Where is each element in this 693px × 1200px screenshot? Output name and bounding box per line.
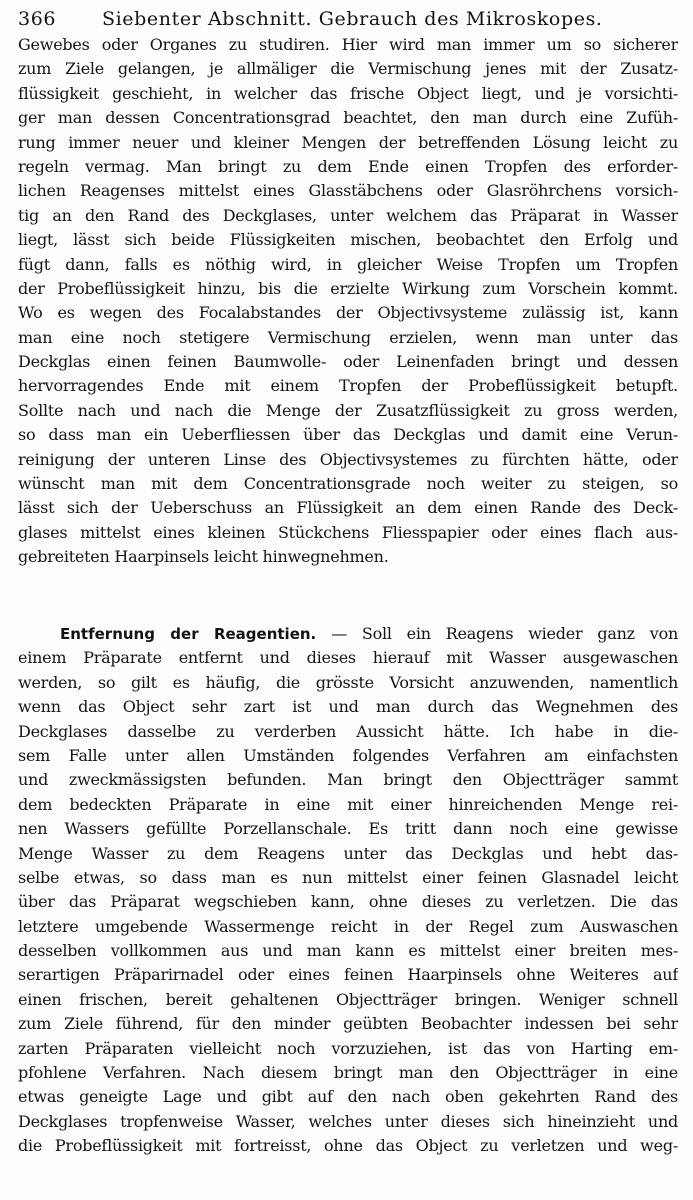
text-line: die Probeflüssigkeit mit fortreisst, ohne das Object zu verletzen und weg-: [18, 1136, 678, 1156]
text-line: fügt dann, falls es nöthig wird, in gleicher Weise Tropfen um Tropfen: [18, 254, 678, 274]
section-heading: Entfernung der Reagentien.: [60, 625, 317, 643]
text-line: man eine noch stetigere Vermischung erzielen, wenn man unter das: [18, 327, 678, 347]
text-line: dem bedeckten Präparate in eine mit einer hinreichenden Menge rei-: [18, 794, 678, 814]
text-line: zum Ziele gelangen, je allmäliger die Vermischung jenes mit der Zusatz-: [18, 59, 678, 79]
text-line: zarten Präparaten vielleicht noch vorzuziehen, ist das von Harting em-: [18, 1038, 678, 1058]
text-line: glases mittelst eines kleinen Stückchens Fliesspapier oder eines flach aus-: [18, 522, 678, 542]
text-line: Gewebes oder Organes zu studiren. Hier wird man immer um so sicherer: [18, 35, 678, 54]
running-header: [18, 2, 678, 32]
text-line: so dass man ein Ueberfliessen über das Deckglas und damit eine Verun-: [18, 425, 678, 445]
text-line: zum Ziele führend, für den minder geübten Beobachter indessen bei sehr: [18, 1014, 678, 1034]
text-line: werden, so gilt es häufig, die grösste Vorsicht anzuwenden, namentlich: [18, 672, 678, 692]
running-title: Siebenter Abschnitt. Gebrauch des Mikroskopes.: [102, 8, 603, 30]
text-line: nen Wassers gefüllte Porzellanschale. Es tritt dann noch eine gewisse: [18, 819, 678, 839]
text-line: pfohlene Verfahren. Nach diesem bringt man den Objectträger in eine: [18, 1063, 678, 1083]
text-line: gebreiteten Haarpinsels leicht hinwegnehmen.: [18, 547, 389, 567]
text-line: wenn das Object sehr zart ist und man durch das Wegnehmen des: [18, 697, 678, 717]
text-line: letztere umgebende Wassermenge reicht in der Regel zum Auswaschen: [18, 916, 678, 936]
text-line: hervorragendes Ende mit einem Tropfen der Probeflüssigkeit betupft.: [18, 376, 678, 396]
paragraph-removing-reagents: [18, 622, 678, 1159]
text-line: lässt sich der Ueberschuss an Flüssigkeit an dem einen Rande des Deck-: [18, 498, 678, 518]
text-line: ger man dessen Concentrationsgrad beachtet, den man durch eine Zufüh-: [18, 108, 678, 128]
text-line: selbe etwas, so dass man es nun mittelst einer feinen Glasnadel leicht: [18, 867, 678, 887]
text-line: regeln vermag. Man bringt zu dem Ende einen Tropfen des erforder-: [18, 156, 678, 176]
text-line: Deckglases dasselbe zu verderben Aussicht hätte. Ich habe in die-: [18, 721, 678, 741]
paragraph-mixing-reagents: [18, 33, 678, 570]
text-line: etwas geneigte Lage und gibt auf den nach oben gekehrten Rand des: [18, 1087, 678, 1107]
page-number: 366: [18, 8, 57, 30]
text-line: serartigen Präparirnadel oder eines feinen Haarpinsels ohne Weiteres auf: [18, 965, 678, 985]
text-line: flüssigkeit geschieht, in welcher das frische Object liegt, und je vorsichti-: [18, 83, 678, 103]
text-line: liegt, lässt sich beide Flüssigkeiten mischen, beobachtet den Erfolg und: [18, 230, 678, 250]
text-line: Wo es wegen des Focalabstandes der Objectivsysteme zulässig ist, kann: [18, 303, 678, 323]
text-line: sem Falle unter allen Umständen folgendes Verfahren am einfachsten: [18, 745, 678, 765]
text-line: tig an den Rand des Deckglases, unter welchem das Präparat in Wasser: [18, 205, 678, 225]
heading-line: [18, 622, 678, 646]
text-line: einen frischen, bereit gehaltenen Objectträger bringen. Weniger schnell: [18, 989, 678, 1009]
text-line: wünscht man mit dem Concentrationsgrade noch weiter zu steigen, so: [18, 474, 678, 494]
text-line: einem Präparate entfernt und dieses hierauf mit Wasser ausgewaschen: [18, 648, 678, 668]
text-line: reinigung der unteren Linse des Objectivsystemes zu fürchten hätte, oder: [18, 449, 678, 469]
text-line: desselben vollkommen aus und man kann es mittelst einer breiten mes-: [18, 941, 678, 961]
text-line: Deckglases tropfenweise Wasser, welches unter dieses sich hineinzieht und: [18, 1111, 678, 1131]
text-line: Deckglas einen feinen Baumwolle- oder Leinenfaden bringt und dessen: [18, 352, 678, 372]
text-line: über das Präparat wegschieben kann, ohne dieses zu verletzen. Die das: [18, 892, 678, 912]
text-line: Menge Wasser zu dem Reagens unter das Deckglas und hebt das-: [18, 843, 678, 863]
heading-line-rest: — Soll ein Reagens wieder ganz von: [316, 624, 678, 643]
text-line: Sollte nach und nach die Menge der Zusatzflüssigkeit zu gross werden,: [18, 400, 678, 420]
text-line: rung immer neuer und kleiner Mengen der betreffenden Lösung leicht zu: [18, 132, 678, 152]
text-line: lichen Reagenses mittelst eines Glasstäbchens oder Glasröhrchens vorsich-: [18, 181, 678, 201]
text-line: der Probeflüssigkeit hinzu, bis die erzielte Wirkung zum Vorschein kommt.: [18, 278, 678, 298]
text-line: und zweckmässigsten befunden. Man bringt den Objectträger sammt: [18, 770, 678, 790]
